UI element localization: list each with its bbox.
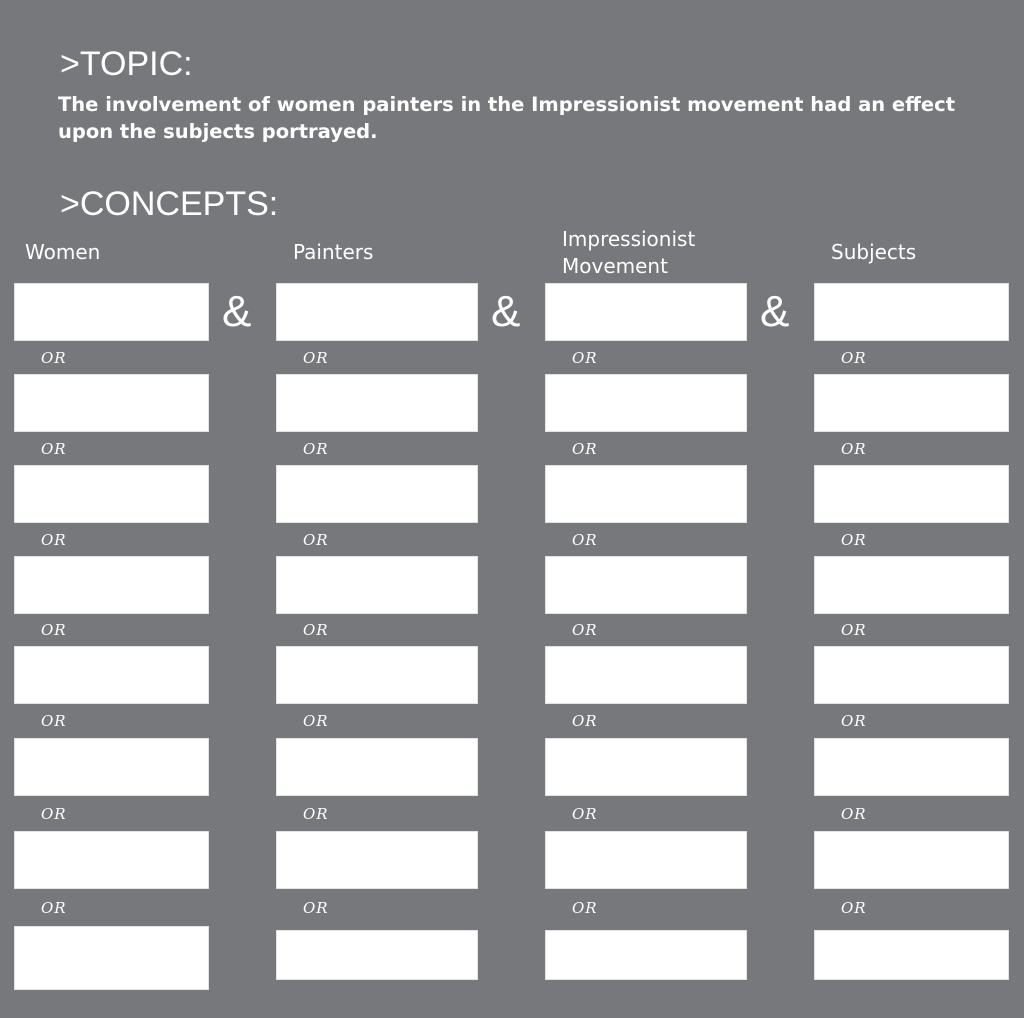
concept-field-impressionist-movement-8[interactable]: [545, 930, 747, 980]
concept-field-impressionist-movement-6[interactable]: [545, 738, 747, 796]
concept-field-women-1[interactable]: [14, 283, 209, 341]
or-label: OR: [303, 531, 329, 549]
column-label-line: Movement: [562, 254, 668, 278]
or-label: OR: [41, 621, 67, 639]
or-label: OR: [41, 899, 67, 917]
or-label: OR: [572, 531, 598, 549]
or-label: OR: [41, 712, 67, 730]
concept-field-painters-4[interactable]: [276, 556, 478, 614]
column-label-line: Subjects: [831, 240, 917, 264]
concept-field-subjects-7[interactable]: [814, 831, 1009, 889]
or-label: OR: [841, 440, 867, 458]
concept-field-subjects-1[interactable]: [814, 283, 1009, 341]
concept-field-women-4[interactable]: [14, 556, 209, 614]
concept-field-women-3[interactable]: [14, 465, 209, 523]
or-label: OR: [572, 621, 598, 639]
concept-field-painters-8[interactable]: [276, 930, 478, 980]
and-operator: &: [760, 287, 790, 336]
or-label: OR: [841, 899, 867, 917]
or-label: OR: [572, 712, 598, 730]
or-label: OR: [303, 349, 329, 367]
concept-field-women-5[interactable]: [14, 646, 209, 704]
or-label: OR: [841, 531, 867, 549]
or-label: OR: [41, 440, 67, 458]
or-label: OR: [41, 349, 67, 367]
or-label: OR: [303, 712, 329, 730]
concept-field-impressionist-movement-1[interactable]: [545, 283, 747, 341]
and-operator: &: [491, 287, 521, 336]
concept-field-painters-1[interactable]: [276, 283, 478, 341]
or-label: OR: [841, 805, 867, 823]
concept-field-women-8[interactable]: [14, 926, 209, 990]
or-label: OR: [841, 621, 867, 639]
concept-field-impressionist-movement-2[interactable]: [545, 374, 747, 432]
or-label: OR: [303, 899, 329, 917]
column-label-women: [25, 239, 100, 266]
concept-field-women-2[interactable]: [14, 374, 209, 432]
concept-field-subjects-8[interactable]: [814, 930, 1009, 980]
concept-field-impressionist-movement-4[interactable]: [545, 556, 747, 614]
column-label-impressionist-movement: [562, 226, 695, 280]
column-label-line: Painters: [293, 240, 374, 264]
column-label-line: Impressionist: [562, 227, 696, 251]
column-label-subjects: [831, 239, 916, 266]
or-label: OR: [572, 349, 598, 367]
concept-field-subjects-3[interactable]: [814, 465, 1009, 523]
or-label: OR: [572, 899, 598, 917]
or-label: OR: [303, 805, 329, 823]
concept-field-painters-3[interactable]: [276, 465, 478, 523]
topic-text: The involvement of women painters in the Impressionist movement had an effect upon the subjects portrayed.: [58, 93, 956, 143]
concept-field-painters-6[interactable]: [276, 738, 478, 796]
column-label-line: Women: [25, 240, 101, 264]
or-label: OR: [303, 440, 329, 458]
or-label: OR: [841, 349, 867, 367]
concept-field-impressionist-movement-5[interactable]: [545, 646, 747, 704]
concept-field-painters-7[interactable]: [276, 831, 478, 889]
concept-field-subjects-2[interactable]: [814, 374, 1009, 432]
concept-field-women-6[interactable]: [14, 738, 209, 796]
concept-field-subjects-6[interactable]: [814, 738, 1009, 796]
concepts-heading: >CONCEPTS:: [60, 185, 279, 223]
or-label: OR: [572, 440, 598, 458]
or-label: OR: [41, 805, 67, 823]
concept-field-painters-5[interactable]: [276, 646, 478, 704]
concept-field-subjects-4[interactable]: [814, 556, 1009, 614]
or-label: OR: [841, 712, 867, 730]
concept-field-women-7[interactable]: [14, 831, 209, 889]
topic-heading: >TOPIC:: [60, 45, 193, 83]
or-label: OR: [41, 531, 67, 549]
or-label: OR: [572, 805, 598, 823]
or-label: OR: [303, 621, 329, 639]
concept-field-painters-2[interactable]: [276, 374, 478, 432]
concept-field-impressionist-movement-3[interactable]: [545, 465, 747, 523]
concept-field-impressionist-movement-7[interactable]: [545, 831, 747, 889]
concept-field-subjects-5[interactable]: [814, 646, 1009, 704]
column-label-painters: [293, 239, 373, 266]
and-operator: &: [222, 287, 252, 336]
